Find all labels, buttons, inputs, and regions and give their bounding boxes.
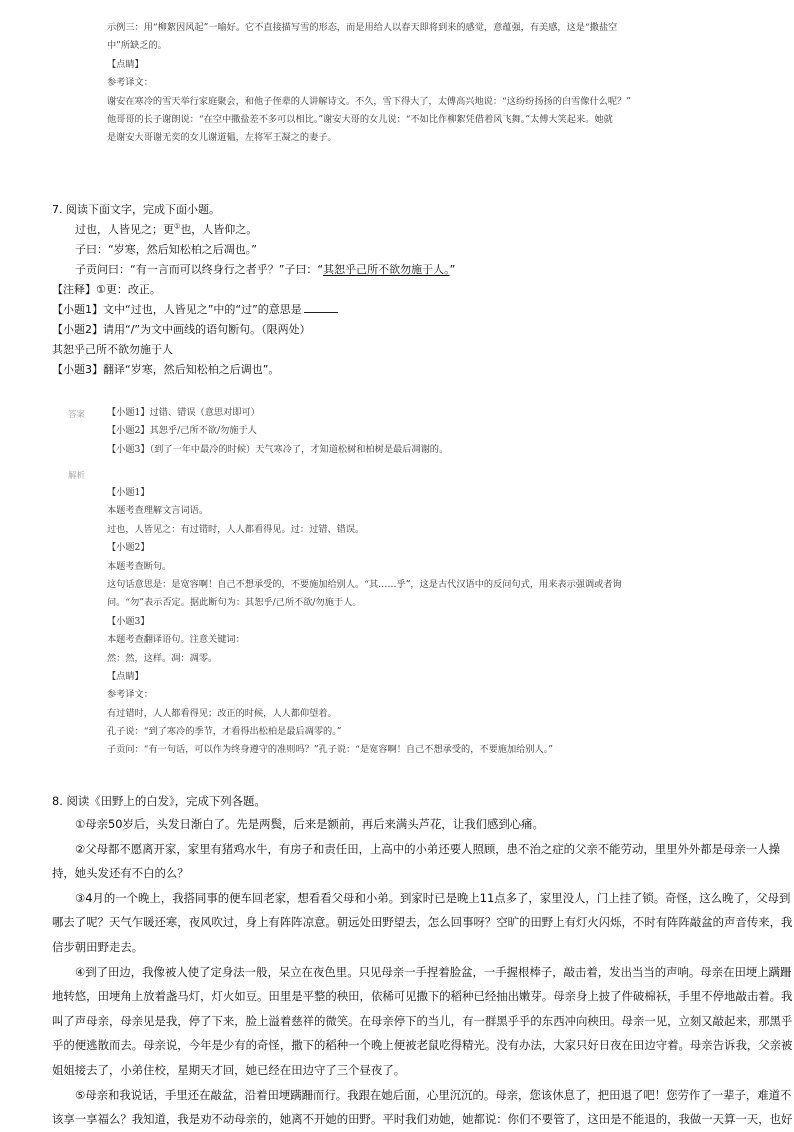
analysis-line: 孔子说：“到了寒冷的季节，才看得出松柏是最后凋零的。”: [107, 726, 342, 738]
analysis-line: 这句话意思是：是宽容啊！自己不想承受的，不要施加给别人。“其……乎”，这是古代汉语中的反问句式，用来表示强调或者询: [107, 578, 622, 590]
analysis-line: 本题考查理解文言词语。: [107, 505, 209, 517]
sub-question-text: 【小题1】文中“过也，人皆见之”中的“过”的意思是: [52, 303, 302, 316]
analysis-line: 【小题1】: [107, 487, 150, 498]
article-line: ④到了田边，我像被人使了定身法一般，呆立在夜色里。只见母亲一手捏着脸盆，一手握根棒子，敲击着，发出当当的声响。母亲在田埂上蹒跚: [75, 964, 792, 979]
explanation-line: 中”所缺乏的。: [107, 40, 167, 52]
question-8-title: 8. 阅读《田野上的白发》，完成下列各题。: [52, 794, 266, 808]
analysis-line: 【小题2】: [107, 542, 150, 554]
article-line: 信步朝田野走去。: [52, 939, 144, 954]
analysis-line: 然：然，这样。凋：凋零。: [107, 652, 218, 664]
answer-line: 【小题1】过错、错误（意思对即可）: [107, 407, 260, 418]
answer-blank[interactable]: [304, 302, 338, 313]
article-line: 该享一享福么？我知道，我是劝不动母亲的，她离不开她的田野。平时我们劝她，她都说：你们不要管了，这田是不能退的，我做一天算一天，也好: [52, 1112, 793, 1127]
article-line: ③4月的一个晚上，我搭同事的便车回老家，想看看父母和小弟。到家时已是晚上11点多了，家里没人，门上挂了锁。奇怪，这么晚了，父母到: [75, 890, 791, 905]
analysis-block: [107, 484, 622, 760]
answer-line: 【小题3】（到了一年中最冷的时候）天气寒冷了，才知道松树和柏树是最后凋谢的。: [107, 443, 449, 455]
analysis-line: 本题考查翻译语句。注意关键词：: [107, 634, 245, 646]
article-line: 叫了声母亲，母亲见是我，停了下来，脸上溢着慈祥的微笑。在母亲停下的当儿，有一群黑乎乎的东西冲向秧田。母亲一见，立刻又敲起来，那黑乎: [52, 1013, 793, 1028]
article-line: ⑤母亲和我说话，手里还在敲盆，沿着田埂蹒跚而行。我跟在她后面，心里沉沉的。母亲，您该休息了，把田退了吧！您劳作了一辈子，难道不: [75, 1087, 792, 1102]
question-8: [52, 790, 792, 1132]
answer-label: 答案: [68, 410, 86, 420]
analysis-line: 问。“勿”表示否定。据此断句为：其恕乎/己所不欲/勿施于人。: [107, 597, 362, 609]
explanation-line: 谢安在寒冷的雪天举行家庭聚会，和他子侄辈的人讲解诗文。不久，雪下得大了，太傅高兴地说：“这纷纷扬扬的白雪像什么呢？”: [107, 95, 631, 107]
analysis-line: 过也，人皆见之：有过错时，人人都看得见。过：过错、错误。: [107, 523, 365, 535]
passage-text: 也，人皆仰之。: [180, 223, 258, 236]
sub-question-3: 【小题3】翻译“岁寒，然后知松柏之后调也”。: [52, 363, 280, 376]
explanation-line: 示例三：用“柳絮因风起”一喻好。它不直接描写雪的形态，而是用给人以春天即将到来的感觉，意蕴强，有美感，这是“撒盐空: [107, 22, 618, 33]
article-line: 持，她头发还有不白的么？: [52, 866, 189, 881]
explanation-line: 是谢安大哥谢无奕的女儿谢道韫，左将军王凝之的妻子。: [107, 132, 337, 144]
analysis-label: 解析: [68, 471, 86, 481]
question-7: [52, 200, 455, 380]
explanation-line: 他哥哥的长子谢朗说：“在空中撒盐差不多可以相比。”谢安大哥的女儿说：“不如比作柳絮凭借着风飞舞。”太傅大笑起来。她就: [107, 113, 613, 125]
explanation-line: 参考译文：: [107, 77, 153, 89]
answer-block: [107, 404, 448, 459]
passage-text: 子贡问曰：“有一言而可以终身行之者乎？”子曰：“: [75, 263, 324, 276]
analysis-line: 有过错时，人人都看得见；改正的时候，人人都仰望着。: [107, 707, 337, 719]
article-line: ②父母都不愿离开家，家里有猪鸡水牛，有房子和责任田，上高中的小弟还要人照顾，患不治之症的父亲不能劳动，里里外外都是母亲一人操: [75, 841, 781, 856]
article-line: 地转悠，田埂角上放着盏马灯，灯火如豆。田里是平整的秧田，依稀可见撒下的稻种已经抽出嫩芽。母亲身上披了件破棉袄，手里不停地敲击着。我: [52, 989, 793, 1004]
analysis-line: 参考译文：: [107, 689, 153, 701]
passage-line-2: 子曰：“岁寒，然后知松柏之后凋也。”: [75, 243, 257, 256]
sub-question-2: 【小题2】请用“/”为文中画线的语句断句。（限两处）: [52, 323, 311, 336]
analysis-line: 【点睛】: [107, 670, 144, 682]
question-7-title: 7. 阅读下面文字，完成下面小题。: [52, 203, 220, 216]
explanation-line: 【点睛】: [107, 58, 144, 70]
analysis-line: 本题考查断句。: [107, 560, 172, 572]
footnote-marker: ①: [174, 222, 181, 231]
analysis-line: 子贡问：“有一句话，可以作为终身遵守的准则吗？”孔子说：“是宽容啊！自己不想承受的，不要施加给别人。”: [107, 744, 553, 756]
answer-line: 【小题2】其恕乎/己所不欲/勿施于人: [107, 425, 257, 437]
article-line: ①母亲50岁后，头发日渐白了。先是两鬓，后来是额前，再后来满头芦花，让我们感到心痛。: [75, 817, 544, 831]
sub-question-2-text: 其恕乎己所不欲勿施于人: [52, 343, 173, 356]
analysis-line: 【小题3】: [107, 615, 150, 627]
passage-text: ”: [449, 263, 456, 276]
article-line: 哪去了呢？天气乍暖还寒，夜风吹过，身上有阵阵凉意。朝远处田野望去，怎么回事呀？空旷的田野上有灯火闪烁，不时有阵阵敲盆的声音传来，我: [52, 915, 793, 930]
passage-line-3: [52, 260, 455, 280]
note-line: 【注释】①更：改正。: [52, 283, 161, 296]
article-line: 乎的便逃散而去。母亲说，今年是少有的奇怪，撒下的稻种一个晚上便被老鼠吃得精光。没有办法，大家只好日夜在田边守着。母亲告诉我，父亲被: [52, 1038, 793, 1053]
sub-question-1: [52, 300, 455, 320]
article-line: 姐姐接去了，小弟住校，星期天才回，她已经在田边守了三个昼夜了。: [52, 1062, 406, 1077]
passage-line-1: [52, 220, 455, 240]
underlined-sentence: 其恕乎己所不欲勿施于人。: [323, 263, 450, 276]
passage-text: 过也，人皆见之；更: [75, 223, 174, 236]
q6-explanation-tail: [107, 19, 631, 148]
